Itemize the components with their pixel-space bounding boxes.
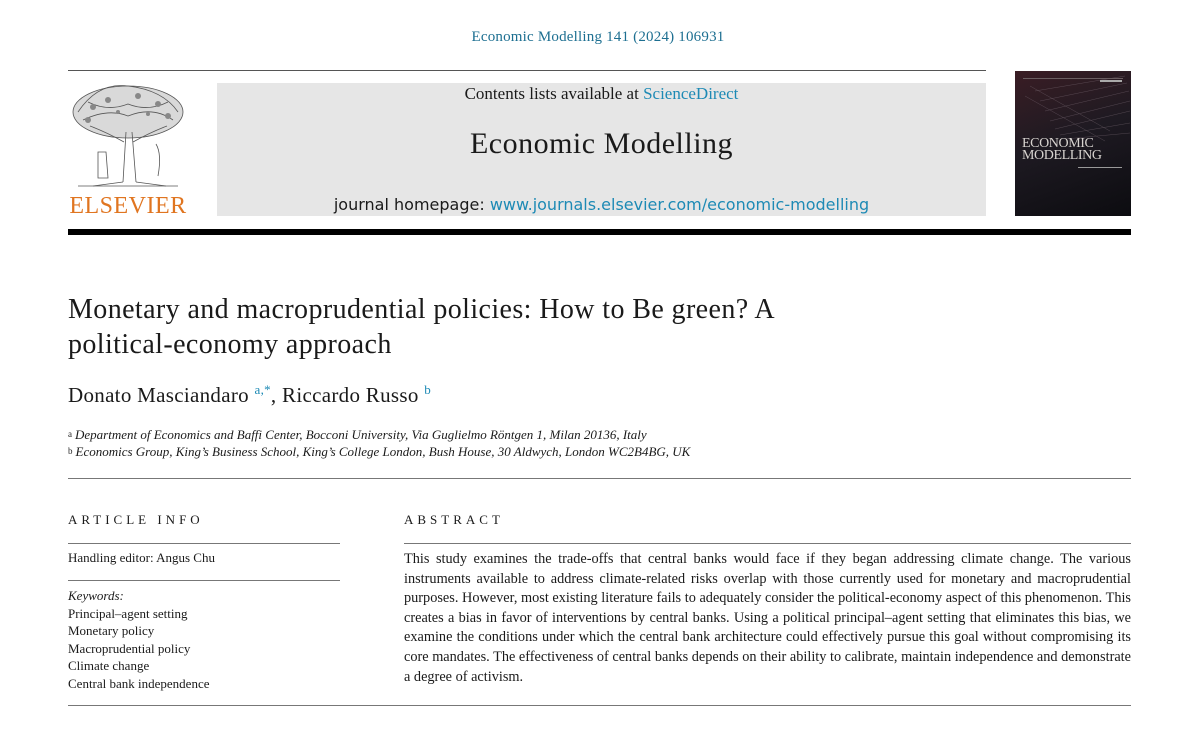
elsevier-wordmark: ELSEVIER	[69, 193, 187, 219]
homepage-prefix: journal homepage:	[333, 195, 485, 214]
affiliations	[68, 426, 690, 460]
header-top-rule	[68, 70, 986, 71]
journal-banner	[217, 83, 986, 216]
author-affiliation-marks[interactable]: a,*	[254, 382, 271, 397]
keywords-rule	[68, 580, 340, 581]
keyword-item: Principal–agent setting	[68, 605, 188, 621]
keyword-item: Central bank independence	[68, 675, 210, 691]
contents-prefix: Contents lists available at	[464, 84, 639, 103]
abstract-text: This study examines the trade-offs that central banks would face if they began addressing climate change. The various instruments available to address climate-related risks overlap with those currently used for monetary and macroprudential purposes. However, most existing literature fails to adequately consider the political-economy aspect of this phenomenon. This creates a bias in favor of interventions by central banks. Using a political principal–agent setting that eliminates this bias, we examine the conditions under which the central bank architecture could effectively pursue this goal without compromising its core mandates. The effectiveness of central banks depends on their ability to calibrate, maintain independence and demonstrate a degree of activism.	[404, 551, 1131, 685]
cover-top-line	[1023, 78, 1123, 79]
journal-cover-image[interactable]	[1015, 71, 1131, 216]
keyword-item: Climate change	[68, 658, 150, 673]
affiliation-mark: b	[68, 446, 73, 456]
article-title	[68, 292, 1068, 362]
cover-rule	[1078, 167, 1122, 168]
keywords-list	[68, 587, 210, 692]
bottom-rule	[68, 705, 1131, 706]
sciencedirect-link[interactable]: ScienceDirect	[643, 84, 739, 103]
abstract-heading: ABSTRACT	[404, 512, 504, 527]
homepage-line	[217, 195, 986, 214]
author-name[interactable]: Donato Masciandaro	[68, 383, 249, 407]
author-separator: ,	[270, 383, 277, 407]
affiliation-mark: a	[68, 429, 72, 439]
header-thick-rule	[68, 229, 1131, 235]
article-info-rule	[68, 543, 340, 544]
cover-title-line1: ECONOMIC	[1022, 136, 1094, 151]
affiliation-item	[68, 426, 690, 443]
elsevier-logo[interactable]	[68, 82, 188, 220]
article-info-heading: ARTICLE INFO	[68, 512, 204, 527]
affiliation-item	[68, 443, 690, 460]
article-title-line1: Monetary and macroprudential policies: How to Be green? A	[68, 294, 776, 325]
cover-corner-mark	[1100, 80, 1122, 82]
affiliation-text: Economics Group, King’s Business School, King’s College London, Bush House, 30 Aldwych, London WC2B4BG, UK	[75, 444, 691, 459]
affiliation-text: Department of Economics and Baffi Center, Bocconi University, Via Guglielmo Röntgen 1, Milan 20136, Italy	[75, 427, 647, 442]
journal-title: Economic Modelling	[469, 127, 734, 160]
author-list	[68, 383, 431, 408]
author-name[interactable]: Riccardo Russo	[282, 383, 419, 407]
cover-title-line2: MODELLING	[1022, 148, 1102, 163]
homepage-link[interactable]: www.journals.elsevier.com/economic-modelling	[489, 195, 870, 214]
elsevier-tree-icon	[68, 82, 188, 190]
keyword-item: Monetary policy	[68, 623, 155, 638]
article-title-line2: political-economy approach	[68, 329, 392, 360]
abstract-rule	[404, 543, 1131, 544]
keyword-item: Macroprudential policy	[68, 640, 191, 656]
journal-reference[interactable]: Economic Modelling 141 (2024) 106931	[471, 29, 725, 45]
cover-title	[1022, 138, 1102, 162]
keywords-label: Keywords:	[68, 588, 124, 603]
contents-line	[217, 84, 986, 104]
handling-editor: Handling editor: Angus Chu	[68, 550, 215, 565]
section-rule	[68, 478, 1131, 479]
author-affiliation-marks[interactable]: b	[424, 382, 432, 397]
